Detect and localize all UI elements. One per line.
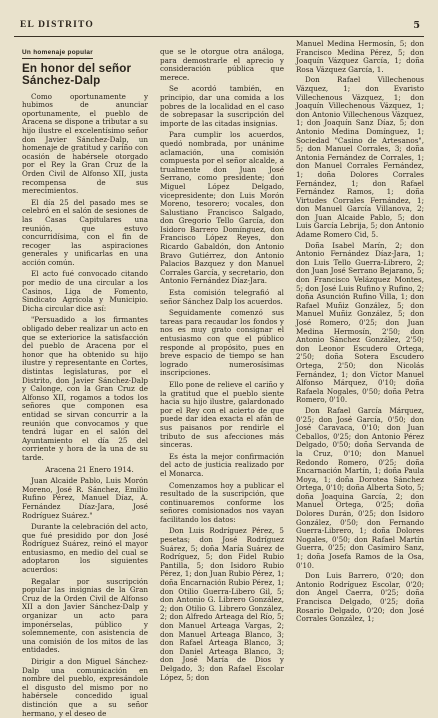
paragraph: Esta comisión telegrafió al señor Sánchez Dalp los acuerdos.: [160, 288, 284, 306]
paragraph: Como oportunamente y hubimos de anunciar oportunamente, el pueblo de Aracena se dispone a tributar a su hijo ilustre el excelentísimo señor don Javier Sánchez-Dalp, un homenaje de gratitud y cariño con ocasión de habérsele otorgado por el Rey la Gran Cruz de la Orden Civil de Alfonso XII, justa recompensa de sus merecimientos.: [22, 91, 148, 196]
paragraph: Para cumplir los acuerdos, quedó nombrada, por unánime aclamación, una comisión compuesta por el señor alcalde, a trualmente don Juan José Serrano, como presidente; don Miguel López Delgado, vicepresidente; don Luis Morón Moreno, tesorero; vocales, don Salustiano Francisco Salgado, don Gregorio Tello García, don Isidoro Barrero Domínguez, don Francisco López Reyes, don Ricardo Gabaldón, don Antonio Bravo Gutiérrez, don Antonio Palacios Bazquez y don Manuel Corrales García, y secretario, don Antonio Fernández Díaz-Jara.: [160, 130, 284, 286]
subscription-list: Doña Isabel Marín, 2; don Antonio Fernández Díaz-Jara, 1; don Luis Tello Guerra-Librero, 2; don Juan José Serrano Bejarano, 5; don Francisco Velázquez Montes, 5; don José Luis Rufino y Rufino, 2; doña Asunción Rufino Villa, 1; don Rafael Muñiz González, 5; don Manuel Muñiz González, 5; don José Romero, 0'25; don Juan Medina Hermosín, 2'50; don Antonio Sánchez González, 2'50; don Leonor Escudero Ortega, 2'50; doña Sotera Escudero Ortega, 2'50; don Nicolás Fernández, 1; don Víctor Manuel Alfonso Márquez, 0'10; doña Rafaela Nogales, 0'50; doña Petra Romero, 0'10.: [296, 240, 425, 405]
paragraph: Seguidamente comenzó sus tareas para recaudar los fondos y nos es muy grato consignar el entusiasmo con que el público responde al propósito, pues en breve espacio de tiempo se han logrado numerosísimas inscripciones.: [160, 308, 284, 378]
paragraph: Dirigir a don Miguel Sánchez-Dalp una comunicación en nombre del pueblo, expresándole el disgusto del mismo por no habérsele concedido igual distinción que a su señor hermano, y el deseo de: [22, 657, 148, 718]
subscription-list: Don Rafael García Márquez, 0'25; don José García, 0'50; don José Caravaca, 0'10; don Juan Ceballos, 0'25; don Antonio Pérez Delgado, 0'50; doña Servanda de la Cruz, 0'10; don Manuel Redondo Romero, 0'25; doña Encarnación Martín, 1; doña Paula Moya, 1; doña Dorotea Sánchez Ortega, 0'10; doña Alberta Soto, 5; doña Joaquina García, 2; don Manuel Ortega, 0'25; doña Dolores Durán, 0'25; don Isidoro González, 0'50; don Fernando Guerra-Librero, 1; doña Dolores Nogales, 0'50; don Rafael Martín Guerra, 0'25; don Casimiro Sanz, 1; doña Josefa Ramos de la Osa, 0'10.: [296, 405, 424, 570]
newspaper-title: EL DISTRITO: [20, 20, 95, 30]
paragraph-date: Aracena 21 Enero 1914.: [45, 464, 134, 474]
article-column-1: [22, 48, 149, 718]
paragraph: El día 25 del pasado mes se celebró en el salón de sesiones de las Casas Capitulares una reunión, que estuvo concurridísima, con el fin de recoger las aspiraciones generales y unificarlas en una acción común.: [22, 197, 148, 267]
paragraph: que se le otorgue otra análoga, para demostrarle el aprecio y consideración pública que merece.: [160, 47, 284, 82]
page-header: [14, 20, 424, 37]
paragraph: Durante la celebración del acto, que fué presidido por don José Rodríguez Suárez, reinó el mayor entusiasmo, en medio del cual se adoptaron los siguientes acuerdos:: [22, 522, 149, 575]
article-column-3: [296, 40, 424, 630]
paragraph-signers: Juan Alcaide Pablo, Luis Morón Moreno, José R. Sánchez, Emilio Rufino Pérez, Manuel Díaz, A. Fernández Díaz-Jara, José Rodríguez Suárez.": [22, 476, 148, 520]
paragraph: Ello pone de relieve el cariño y la gratitud que el pueblo siente hacia su hijo ilustre, galardonado por el Rey con el acierto de que puede dar idea exacta el afán de sus paisanos por rendirle el tributo de sus afecciones más sinceras.: [160, 379, 284, 450]
subscription-list: Don Rafael Villechenous Vázquez, 1; don Evaristo Villechenous Vázquez, 1; don Joaquín Villechenous Vázquez, 1; don Antonio Villechenous Vázquez, 1; don Joaquín Sanz Díaz, 5; don Antonio Medina Domínguez, 1; Sociedad "Casino de Artesanos", 5; don Manuel Corrales, 3; doña Antonia Fernández de Corrales, 1; don Manuel Corrales Fernández, 1; doña Dolores Corrales Fernández, 1; don Rafael Fernández Ramos, 1; doña Virtudes Corrales Fernández, 1; don Manuel García Villanova, 2; don Juan Alcaide Pablo, 5; don Luis García Lebrija, 5; don Antonio Adame Romero Cid, 5.: [296, 75, 424, 240]
paragraph: "Persuadido a los firmantes obligado deber realizar un acto en que se exteriorice la satisfacción del pueblo de Aracena por el honor que ha obtenido su hijo ilustre y representante en Cortes, distintas legislaturas, por el Distrito, don Javier Sánchez-Dalp y Calonge, con la Gran Cruz de Alfonso XII, rogamos a todos los señores que componen esa entidad se sirvan concurrir a la reunión que convocamos y que tendrá lugar en el salón del Ayuntamiento el día 25 del corriente y hora de la una de su tarde.: [22, 315, 148, 462]
section-label: Un homenaje popular: [22, 49, 93, 59]
article-column-2: [160, 47, 285, 682]
paragraph: Se acordó también, en principio, dar una comida a los pobres de la localidad en el caso de sobrepasar la suscripción del importe de las citadas insignias.: [160, 84, 284, 128]
paragraph: Es ésta la mejor confirmación del acto de justicia realizado por el Monarca.: [160, 451, 284, 478]
subscription-list: Manuel Medina Hermosín, 5; don Francisco Medina Pérez, 5; don Joaquín Vázquez García, 1; doña Rosa Vázquez García, 1.: [296, 39, 424, 74]
subscription-list: Don Luis Barrero, 0'20; don Antonio Rodríguez Escolar, 0'20; don Angel Caerra, 0'25; doña Francisca Delgado, 0'25; doña Rosario Delgado, 0'20; don José Corrales González, 1;: [296, 571, 424, 624]
paragraph: Don Luis Rodríguez Pérez, 5 pesetas; don José Rodríguez Suárez, 5; doña María Suárez de Rodríguez, 5; don Fidel Rubio Pantilla, 5; don Isidoro Rubio Pérez, 1; don Juan Rubio Pérez, 1; doña Encarnación Rubio Pérez, 1; don Otilio Guerra-Libero Gil, 5; don Antonio G. Librero González, 2; don Otilio G. Librero González, 2; don Alfredo Arteaga del Río, 5; don Manuel Arteaga Vargas, 2; don Manuel Arteaga Blanco, 3; don Rafael Arteaga Blanco, 3; don Daniel Arteaga Blanco, 3; don José María de Dios y Delgado, 3; don Rafael Escolar López, 5; don: [160, 526, 285, 682]
paragraph: Regalar por suscripción popular las insignias de la Gran Cruz de la Orden Civil de Alfonso XII a don Javier Sánchez-Dalp y organizar un acto para imponérselas, público y solemnemente, con asistencia de una comisión de los mitos de las entidades.: [22, 576, 148, 655]
article-headline: En honor del señor Sánchez-Dalp: [22, 61, 132, 87]
page-number: 5: [413, 20, 420, 31]
paragraph: El acto fué convocado citando por medio de una circular a los Casinos, Liga de Fomento, Sindicato Agrícola y Municipio. Dicha circular dice así:: [22, 269, 148, 313]
paragraph: Comenzamos hoy a publicar el resultado de la suscripción, que continuaremos conforme los señores comisionados nos vayan facilitando los datos:: [160, 480, 284, 524]
